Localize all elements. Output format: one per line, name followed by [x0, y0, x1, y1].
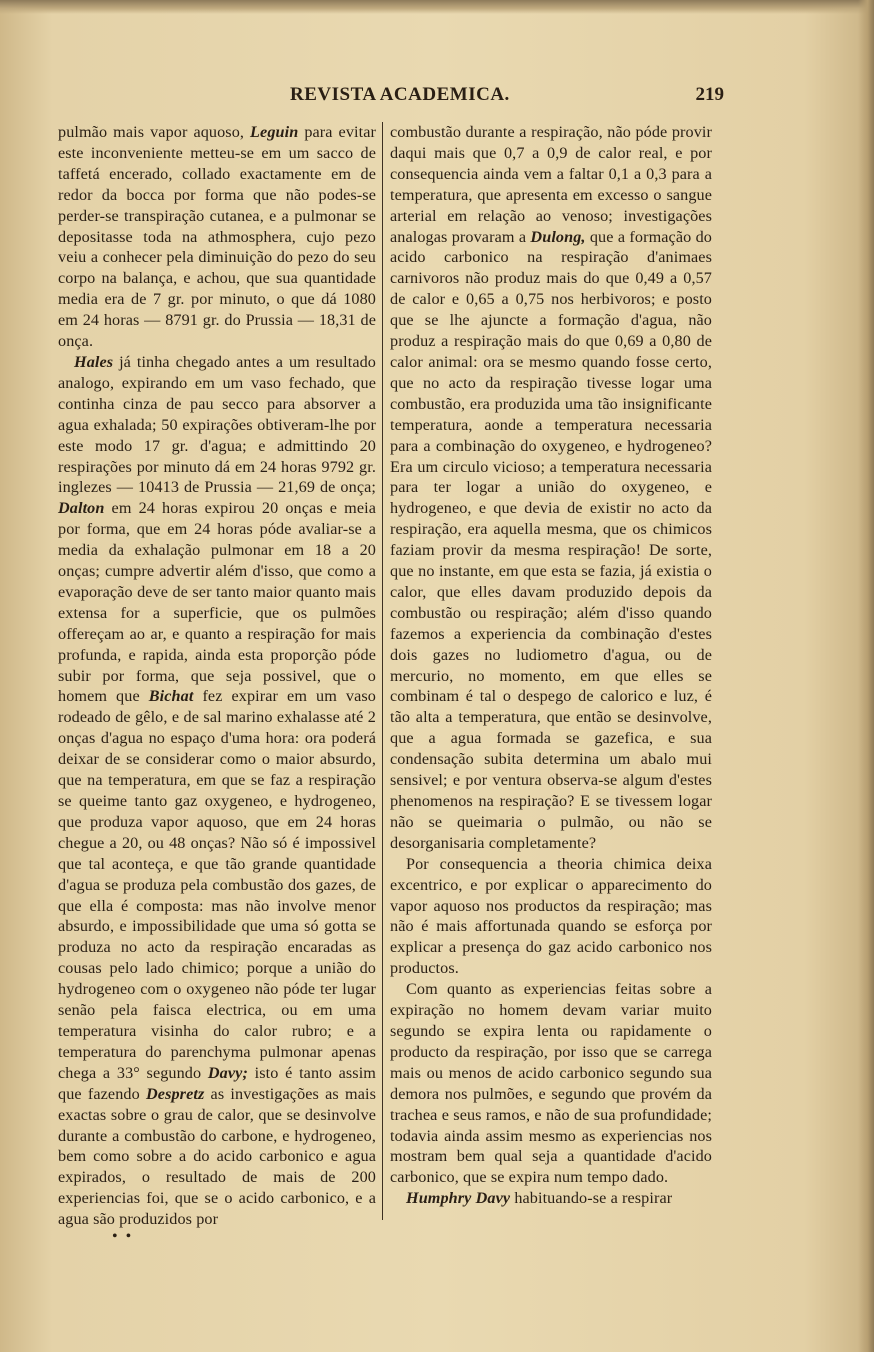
italic-name: Leguin: [250, 123, 299, 141]
paragraph: Humphry Davy habituando-se a respirar: [406, 1189, 673, 1208]
paragraph: Com quanto as experiencias feitas sobre a expiração no homem devam variar muito segundo se expira lenta ou rapidamente o producto da respiração, por isso que se carrega mais ou menos de acido carbonico segundo sua demora nos pulmões, e segundo que provém da trachea e seus ramos, e não de sua profundidade; todavia ainda assim mesmo as experiencias nos mostram bem qual seja a quantidade d'acido carbonico, que se expira num tempo dado.: [390, 980, 712, 1187]
signature-mark: • •: [112, 1228, 134, 1245]
italic-name: Despretz: [146, 1084, 205, 1103]
paragraph: pulmão mais vapor aquoso, Leguin para evitar este inconveniente metteu-se em um sacco de taffetá encerado, collado exactamente em de redor da bocca por forma que não podes-se perder-se transpiração cutanea, e a pulmonar se depositasse toda na athmosphera, cujo pezo veiu a conhecer pela diminuição do pezo do seu corpo na balança, e achou, que sua quantidade media era de 7 gr. por minuto, o que dá 1080 em 24 horas — 8791 gr. do Prussia — 18,31 de onça.: [58, 123, 377, 351]
paragraph: Hales já tinha chegado antes a um resultado analogo, expirando em um vaso fechado, que continha cinza de pau secco para absorver a agua exhalada; 50 expirações obtiveram-lhe por este modo 17 gr. d'agua; e admittindo 20 respirações por minuto dá em 24 horas 9792 gr. inglezes — 10413 de Prussia — 21,69 de onça; Dalton em 24 horas expirou 20 onças e meia por forma, que em 24 horas póde avaliar-se a media da exhalação pulmonar em 18 a 20 onças; cumpre advertir além d'isso, que como a evaporação deve de ser tanto maior quanto mais extensa for a superficie, que os pulmões offereçam ao ar, e quanto a respiração for mais profunda, e rapida, ainda esta proporção póde subir por forma, que seja possivel, que o homem que Bichat fez expirar em um vaso rodeado de gêlo, e de sal marino exhalasse até 2 onças d'agua no espaço d'uma hora: ora poderá deixar de se considerar como o maior absurdo, que na temperatura, em que se faz a respiração se queime tanto gaz oxygeneo, e hydrogeneo, que produza vapor aquoso, que em 24 horas chegue a 20, ou 48 onças? Não só é impossivel que tal aconteça, e que tão grande quantidade d'agua se produza pela combustão dos gazes, de que ella é composta: mas não involve menor absurdo, e impossibilidade que uma só gotta se produza no acto da respiração encaradas as cousas pelo lado chimico; porque a união do hydrogeneo com o oxygeneo não póde ter lugar senão pela faisca electrica, ou em uma temperatura visinha do calor rubro; e a temperatura do parenchyma pulmonar apenas chega a 33° segundo Davy; isto é tanto assim que fazendo Despretz as investigações as mais exactas sobre o grau de calor, que se desinvolve durante a combustão do carbone, e hydrogeneo, bem como sobre a do acido carbonico e agua expirados, o resultado de mais de 200 experiencias foi, que se o acido carbonico, e a agua são produzidos por: [58, 352, 376, 1229]
italic-name: Bichat: [148, 687, 194, 706]
italic-name: Davy;: [207, 1063, 248, 1082]
page-right-edge: [858, 0, 874, 1352]
italic-name: Humphry Davy: [406, 1189, 511, 1208]
page-top-edge: [0, 0, 874, 14]
paragraph: combustão durante a respiração, não póde provir daqui mais que 0,7 a 0,9 de calor real, e por consequencia ainda vem a faltar 0,1 a 0,3 para a temperatura, que apresenta em excesso o sangue arterial em relação ao venoso; investigações analogas provaram a Dulong, que a formação do acido carbonico na respiração d'animaes carnivoros não produz mais do que 0,49 a 0,57 de calor e 0,65 a 0,75 nos herbivoros; e posto que se lhe ajuncte a formação d'agua, não produz a respiração mais do que 0,69 a 0,80 de calor animal: ora se mesmo quando fosse certo, que no acto da respiração tivesse logar uma combustão, era produzida uma tão insignificante temperatura, aonde a temperatura necessaria para a combinação do oxygeneo, e hydrogeneo? Era um circulo vicioso; a temperatura necessaria para ter logar a união do oxygeneo, e hydrogeneo, e que devia de existir no acto da respiração, era aquella mesma, que os chimicos faziam provir da mesma respiração! De sorte, que no instante, em que esta se fazia, já existia o calor, que elles davam produzido depois da combustão ou respiração; além d'isso quando fazemos a experiencia da combinação d'estes dois gazes no ludiometro d'agua, ou de mercurio, no momento, em que elles se combinam é tal o despego de calorico e luz, é tão alta a temperatura, que então se desinvolve, que a agua formada se gazefica, e sua condensação subita determina um abalo mui sensivel; e por ventura observa-se algum d'estes phenomenos na respiração? E se tivessem logar não se queimaria o pulmão, ou não se desorganisaria completamente?: [390, 123, 712, 852]
column-divider: [382, 122, 383, 1220]
italic-name: Dulong,: [530, 227, 586, 246]
paragraph: Por consequencia a theoria chimica deixa excentrico, e por explicar o apparecimento do vapor aquoso nos productos da respiração; mas não é mais affortunada quando se esforça por explicar a presença do gaz acido carbonico nos productos.: [390, 854, 712, 978]
page-header: [60, 84, 728, 110]
italic-name: Hales: [74, 352, 114, 371]
right-column: [390, 122, 712, 1209]
italic-name: Dalton: [58, 499, 105, 518]
page-number: 219: [695, 84, 724, 105]
running-title: REVISTA ACADEMICA.: [290, 84, 510, 105]
left-column: [58, 122, 376, 1230]
